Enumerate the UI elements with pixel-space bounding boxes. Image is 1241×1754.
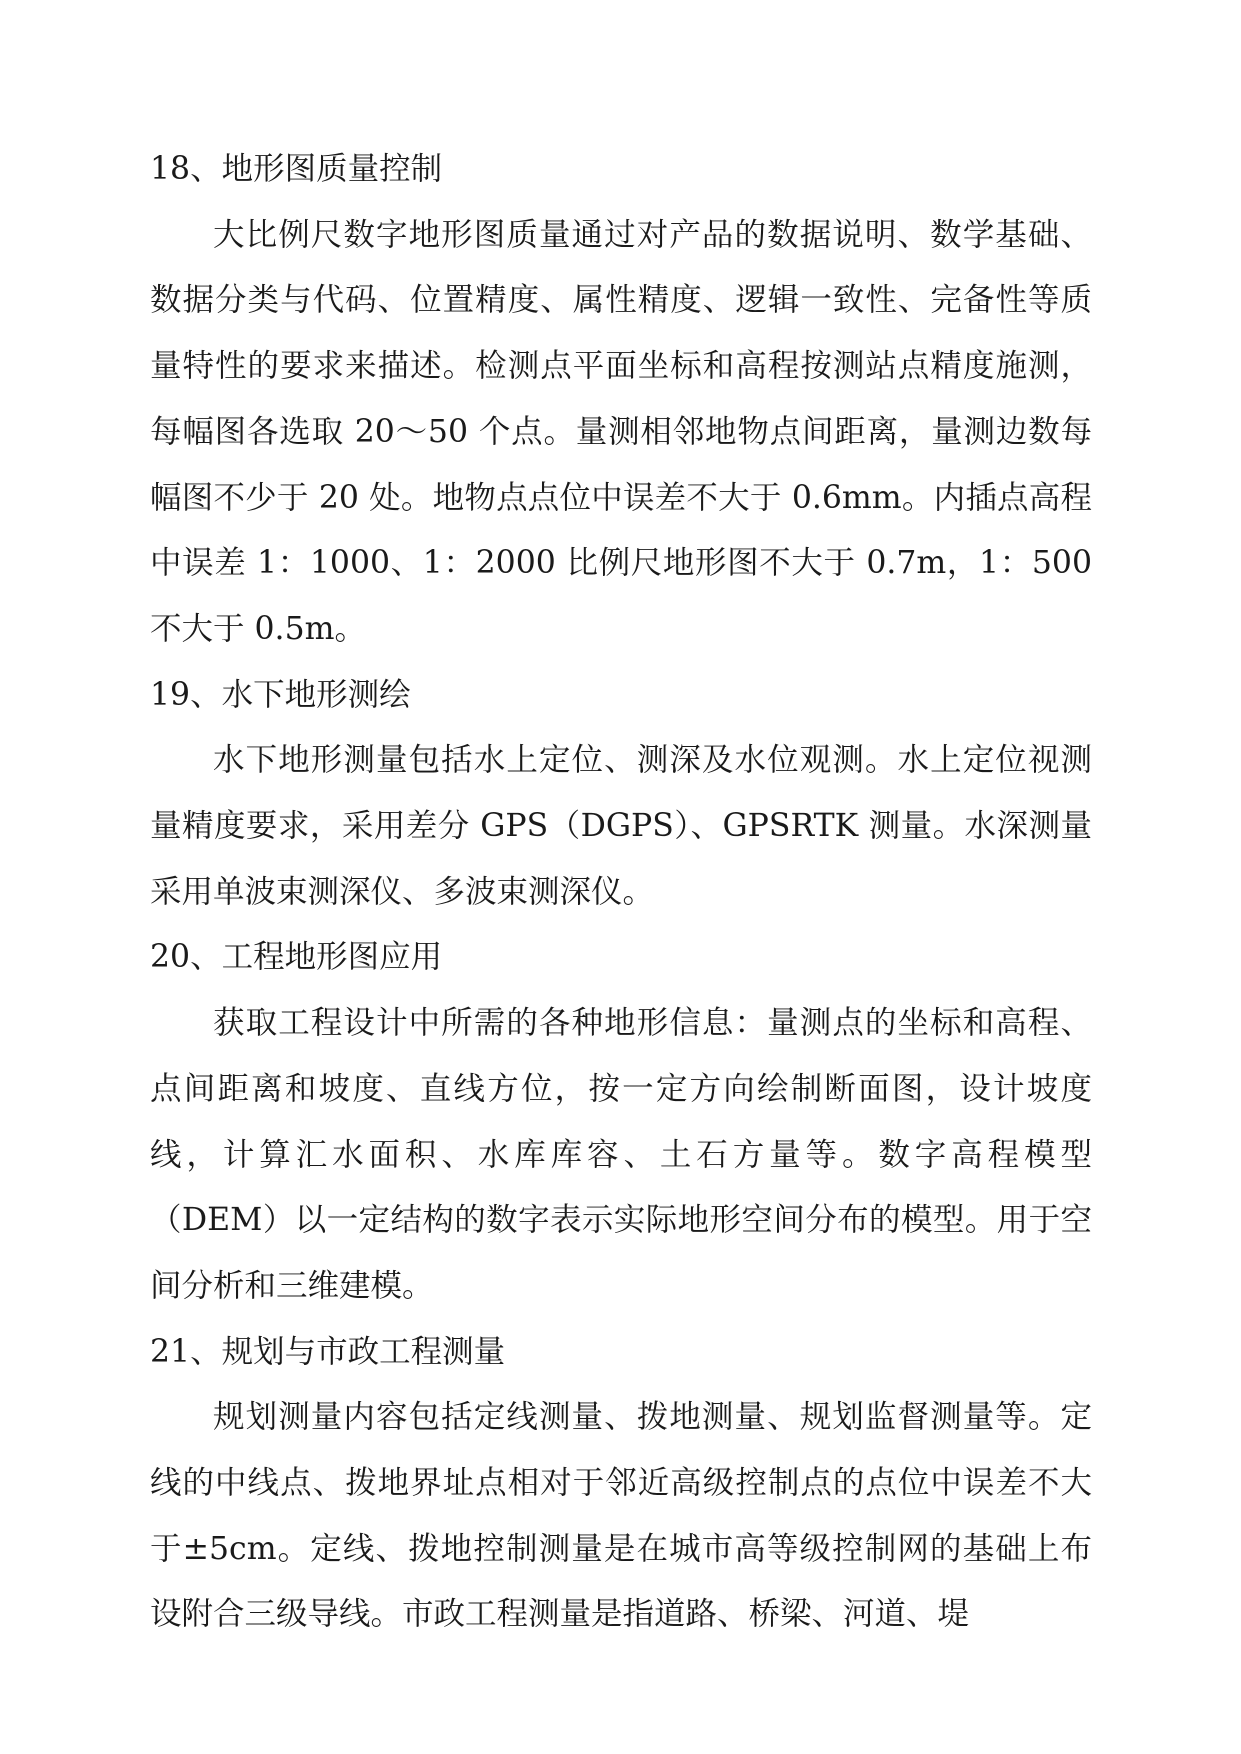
document-page [150,137,1092,1648]
section-body-19: 水下地形测量包括水上定位、测深及水位观测。水上定位视测量精度要求，采用差分 GPS（DGPS）、GPSRTK 测量。水深测量采用单波束测深仪、多波束测深仪。 [150,742,1092,910]
section-heading-19: 19、水下地形测绘 [150,676,411,713]
section-body-21: 规划测量内容包括定线测量、拨地测量、规划监督测量等。定线的中线点、拨地界址点相对于邻近高级控制点的点位中误差不大于±5cm。定线、拨地控制测量是在城市高等级控制网的基础上布设附合三级导线。市政工程测量是指道路、桥梁、河道、堤 [150,1399,1092,1633]
section-heading-21: 21、规划与市政工程测量 [150,1333,506,1370]
section-heading-20: 20、工程地形图应用 [150,939,443,976]
section-body-18: 大比例尺数字地形图质量通过对产品的数据说明、数学基础、数据分类与代码、位置精度、属性精度、逻辑一致性、完备性等质量特性的要求来描述。检测点平面坐标和高程按测站点精度施测，每幅图各选取 20～50 个点。量测相邻地物点间距离，量测边数每幅图不少于 20 处。地物点点位中误差不大于 0.6mm。内插点高程中误差 1：1000、1：2000 比例尺地形图不大于 0.7m，1：500 不大于 0.5m。 [150,216,1092,647]
section-heading-18: 18、地形图质量控制 [150,151,443,187]
section-body-20: 获取工程设计中所需的各种地形信息：量测点的坐标和高程、点间距离和坡度、直线方位，按一定方向绘制断面图，设计坡度线，计算汇水面积、水库库容、土石方量等。数字高程模型（DEM）以一定结构的数字表示实际地形空间分布的模型。用于空间分析和三维建模。 [150,1005,1092,1304]
